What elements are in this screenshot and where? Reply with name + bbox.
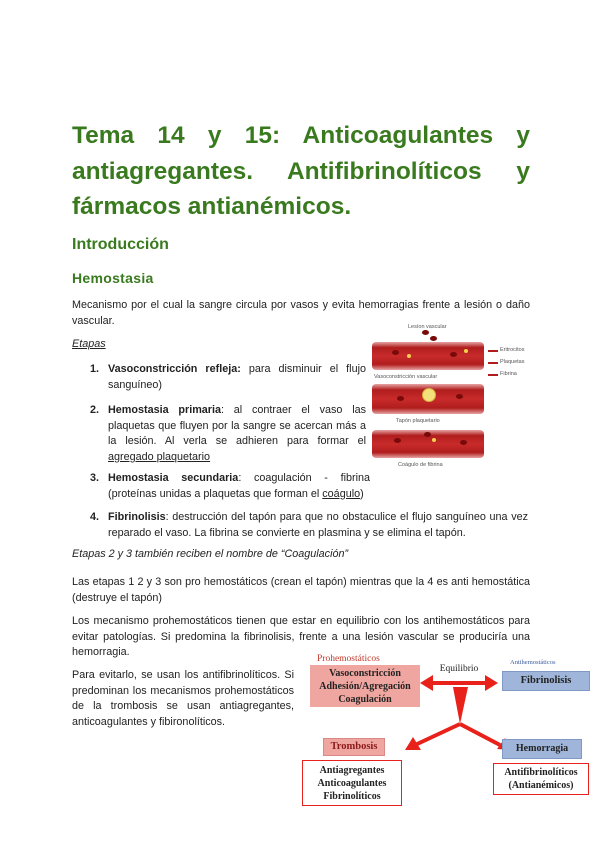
fibrinolisis-box: Fibrinolisis <box>502 671 590 691</box>
hemorragia-box: Hemorragia <box>502 739 582 759</box>
paragraph-antifibrinoliticos: Para evitarlo, se usan los antifibrinolíticos. Si predominan los mecanismos prohemostáticos de la trombosis se usan antiagregantes, anticoagulantes y fibironolíticos. <box>72 669 294 728</box>
figure-label: Vasoconstricción vascular <box>374 374 438 380</box>
subsection-heading-hemostasia: Hemostasia <box>72 270 154 286</box>
trombosis-drugs-box: Antiagregantes Anticoagulantes Fibrinolíticos <box>302 760 402 806</box>
section-heading-introduccion: Introducción <box>72 236 169 253</box>
antihemostaticos-label: Antihemostáticos <box>510 659 556 666</box>
legend-eritrocitos: Eritrocitos <box>500 347 525 353</box>
hemorragia-drugs-box: Antifibrinolíticos (Antianémicos) <box>493 763 589 795</box>
prohemostaticos-box: Vasoconstricción Adhesión/Agregación Coagulación <box>310 665 420 707</box>
etapas-label: Etapas <box>72 338 106 350</box>
figure-label: Tapón plaquetario <box>396 418 440 424</box>
paragraph-equilibrio: Los mecanismo prohemostáticos tienen que estar en equilibrio con los antihemostáticos para evitar patologías. Si predomina la fibrinolisis, frente a una lesión vascular se produciría una hemorragia. <box>72 615 530 659</box>
equilibrium-diagram <box>305 652 595 802</box>
list-item: 2. Hemostasia primaria: al contraer el vaso las plaquetas que fluyen por la sangre se acercan más a la lesión. Al verla se adhieren para formar el agregado plaquetario <box>90 404 366 463</box>
hemostasia-vessel-figure <box>372 322 532 472</box>
list-item: 4. Fibrinolisis: destrucción del tapón para que no obstaculice el flujo sanguíneo una vez reparado el vaso. La fibrina se convierte en plasmina y se elimina el tapón. <box>90 511 528 539</box>
prohemostaticos-label: Prohemostáticos <box>317 654 380 664</box>
hemostasia-definition: Mecanismo por el cual la sangre circula por vasos y evita hemorragias frente a lesión o daño vascular. <box>72 299 530 327</box>
list-item: 3. Hemostasia secundaria: coagulación - fibrina (proteínas unidas a plaquetas que forman el coágulo) <box>90 472 370 500</box>
list-item: 1. Vasoconstricción refleja: para disminuir el flujo sanguíneo) <box>90 363 366 391</box>
vessel-stage-1 <box>372 342 484 370</box>
legend-fibrina: Fibrina <box>500 371 517 377</box>
figure-label: Lesíon vascular <box>408 324 447 330</box>
figure-label: Coágulo de fibrina <box>398 462 443 468</box>
paragraph-pro-anti: Las etapas 1 2 y 3 son pro hemostáticos (crean el tapón) mientras que la 4 es anti hemostática (destruye el tapón) <box>72 576 530 604</box>
document-title: Tema 14 y 15: Anticoagulantes y antiagregantes. Antifibrinolíticos y fármacos antianémicos. <box>72 122 530 221</box>
trombosis-box: Trombosis <box>323 738 385 756</box>
legend-plaquetas: Plaquetas <box>500 359 525 365</box>
etapas-note: Etapas 2 y 3 también reciben el nombre de “Coagulación” <box>72 548 349 560</box>
equilibrio-label: Equilibrio <box>439 664 479 674</box>
